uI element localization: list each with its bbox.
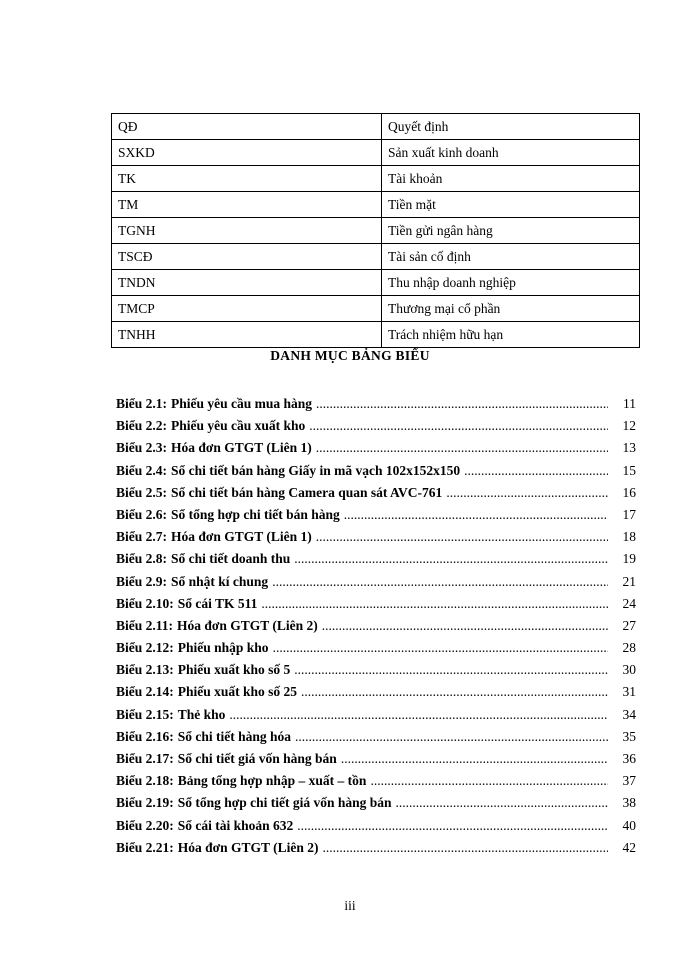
toc-leader-dots (294, 662, 608, 678)
toc-entry-title: Sổ tổng hợp chi tiết giá vốn hàng bán (177, 795, 392, 811)
toc-entry-page: 34 (622, 706, 636, 722)
toc-entry-title: Sổ chi tiết bán hàng Camera quan sát AVC-761 (171, 484, 443, 500)
toc-entry-title: Hóa đơn GTGT (Liên 2) (177, 839, 319, 855)
toc-entry-title: Sổ cái TK 511 (177, 595, 258, 611)
table-of-figures (116, 396, 636, 862)
table-row (112, 166, 640, 192)
toc-leader-dots (297, 818, 608, 834)
toc-entry-number: Biểu 2.4: (116, 462, 168, 478)
toc-leader-dots (322, 618, 608, 634)
toc-entry-page: 27 (622, 617, 636, 633)
meaning-cell: Thương mại cổ phần (382, 296, 640, 322)
toc-entry[interactable] (116, 418, 636, 440)
toc-entry-title: Phiếu yêu cầu mua hàng (171, 396, 313, 411)
toc-entry-page: 21 (622, 573, 636, 589)
toc-leader-dots (316, 396, 608, 412)
toc-entry[interactable] (116, 529, 636, 551)
toc-entry-page: 11 (623, 396, 636, 411)
toc-entry[interactable] (116, 463, 636, 485)
meaning-cell: Thu nhập doanh nghiệp (382, 270, 640, 296)
toc-leader-dots (273, 640, 608, 656)
toc-entry-number: Biểu 2.17: (116, 751, 174, 766)
toc-entry-page: 19 (622, 551, 636, 567)
toc-leader-dots (295, 729, 608, 745)
toc-entry-title: Phiếu xuất kho số 5 (177, 662, 291, 678)
abbreviation-cell: TM (112, 192, 382, 218)
toc-entry-page: 40 (622, 817, 636, 833)
toc-leader-dots (341, 751, 608, 767)
meaning-cell: Tài sản cố định (382, 244, 640, 270)
toc-leader-dots (294, 551, 608, 567)
abbreviation-cell: TK (112, 166, 382, 192)
toc-entry-title: Sổ chi tiết hàng hóa (177, 728, 292, 744)
toc-entry-number: Biểu 2.8: (116, 551, 168, 567)
abbreviation-cell: SXKD (112, 140, 382, 166)
abbreviation-cell: QĐ (112, 114, 382, 140)
toc-leader-dots (464, 463, 608, 479)
section-title: DANH MỤC BẢNG BIỂU (270, 348, 430, 363)
toc-entry-number: Biểu 2.16: (116, 728, 174, 744)
abbreviation-table (111, 113, 640, 348)
toc-leader-dots (309, 418, 608, 434)
toc-entry-page: 30 (622, 662, 636, 678)
table-row (112, 192, 640, 218)
meaning-cell: Tiền gửi ngân hàng (382, 218, 640, 244)
toc-entry[interactable] (116, 773, 636, 795)
abbreviation-cell: TSCĐ (112, 244, 382, 270)
toc-leader-dots (396, 795, 608, 811)
toc-leader-dots (446, 485, 608, 501)
toc-entry[interactable] (116, 485, 636, 507)
toc-entry-number: Biểu 2.6: (116, 506, 168, 522)
toc-entry-number: Biểu 2.11: (116, 617, 174, 633)
table-row (112, 322, 640, 348)
toc-entry-page: 37 (622, 773, 636, 789)
abbreviation-cell: TGNH (112, 218, 382, 244)
toc-entry-title: Phiếu yêu cầu xuất kho (171, 418, 306, 434)
toc-leader-dots (323, 840, 608, 856)
toc-entry-page: 35 (622, 728, 636, 744)
toc-entry-number: Biểu 2.9: (116, 573, 168, 589)
meaning-cell: Trách nhiệm hữu hạn (382, 322, 640, 348)
toc-entry-page: 42 (622, 839, 636, 855)
toc-entry-number: Biểu 2.5: (116, 484, 168, 500)
toc-entry-page: 18 (622, 529, 636, 545)
toc-entry[interactable] (116, 818, 636, 840)
meaning-cell: Tài khoản (382, 166, 640, 192)
toc-entry-number: Biểu 2.18: (116, 773, 174, 789)
toc-entry-title: Hóa đơn GTGT (Liên 1) (171, 529, 312, 545)
table-row (112, 114, 640, 140)
toc-entry-title: Sổ nhật kí chung (171, 573, 269, 589)
page-number: iii (344, 898, 356, 913)
toc-entry-title: Phiếu nhập kho (177, 640, 269, 656)
toc-entry[interactable] (116, 618, 636, 640)
toc-entry-page: 38 (622, 795, 636, 811)
toc-entry-number: Biểu 2.3: (116, 440, 168, 456)
toc-entry-title: Phiếu xuất kho số 25 (177, 684, 298, 700)
toc-entry-page: 16 (622, 484, 636, 500)
toc-entry[interactable] (116, 396, 636, 418)
toc-leader-dots (301, 684, 608, 700)
toc-entry[interactable] (116, 729, 636, 751)
toc-entry-title: Sổ tổng hợp chi tiết bán hàng (171, 506, 340, 522)
toc-entry-number: Biểu 2.19: (116, 795, 174, 811)
toc-entry-title: Hóa đơn GTGT (Liên 1) (171, 440, 312, 456)
toc-entry[interactable] (116, 596, 636, 618)
abbreviation-cell: TMCP (112, 296, 382, 322)
toc-entry-number: Biểu 2.15: (116, 706, 174, 722)
toc-entry-page: 31 (622, 684, 636, 700)
toc-entry-title: Sổ chi tiết bán hàng Giấy in mã vạch 102x152x150 (171, 462, 461, 478)
toc-leader-dots (370, 773, 608, 789)
toc-entry[interactable] (116, 640, 636, 662)
meaning-cell: Quyết định (382, 114, 640, 140)
toc-entry-number: Biểu 2.7: (116, 529, 168, 545)
toc-entry-number: Biểu 2.20: (116, 817, 174, 833)
toc-entry-number: Biểu 2.21: (116, 839, 174, 855)
toc-entry[interactable] (116, 840, 636, 862)
toc-entry[interactable] (116, 684, 636, 706)
table-row (112, 296, 640, 322)
toc-leader-dots (344, 507, 608, 523)
toc-leader-dots (316, 440, 608, 456)
toc-entry-title: Thẻ kho (177, 706, 226, 722)
toc-entry-number: Biểu 2.1: (116, 396, 168, 411)
table-row (112, 218, 640, 244)
toc-entry-number: Biểu 2.14: (116, 684, 174, 700)
toc-leader-dots (261, 596, 608, 612)
toc-entry[interactable] (116, 440, 636, 462)
toc-entry[interactable] (116, 707, 636, 729)
toc-entry[interactable] (116, 795, 636, 817)
toc-entry-number: Biểu 2.2: (116, 418, 168, 434)
toc-entry-number: Biểu 2.10: (116, 595, 174, 611)
toc-entry[interactable] (116, 662, 636, 684)
meaning-cell: Sản xuất kinh doanh (382, 140, 640, 166)
toc-entry[interactable] (116, 574, 636, 596)
abbreviation-cell: TNHH (112, 322, 382, 348)
toc-entry-title: Sổ chi tiết doanh thu (171, 551, 291, 567)
toc-entry-page: 13 (622, 440, 636, 456)
meaning-cell: Tiền mặt (382, 192, 640, 218)
toc-leader-dots (316, 529, 608, 545)
table-row (112, 140, 640, 166)
toc-entry-page: 28 (622, 640, 636, 656)
toc-entry-page: 24 (622, 595, 636, 611)
table-row (112, 244, 640, 270)
toc-entry-page: 12 (622, 418, 636, 434)
toc-leader-dots (272, 574, 608, 590)
toc-entry-title: Bảng tổng hợp nhập – xuất – tồn (177, 773, 367, 789)
toc-entry-title: Hóa đơn GTGT (Liên 2) (177, 617, 318, 633)
abbreviation-cell: TNDN (112, 270, 382, 296)
toc-entry-page: 15 (622, 462, 636, 478)
toc-entry[interactable] (116, 551, 636, 573)
toc-entry-number: Biểu 2.13: (116, 662, 174, 678)
toc-entry-number: Biểu 2.12: (116, 640, 174, 656)
toc-entry[interactable] (116, 507, 636, 529)
table-row (112, 270, 640, 296)
toc-entry[interactable] (116, 751, 636, 773)
toc-entry-page: 36 (622, 751, 636, 766)
toc-entry-title: Sổ chi tiết giá vốn hàng bán (177, 751, 337, 766)
toc-entry-title: Sổ cái tài khoản 632 (177, 817, 294, 833)
toc-leader-dots (229, 707, 608, 723)
toc-entry-page: 17 (622, 506, 636, 522)
